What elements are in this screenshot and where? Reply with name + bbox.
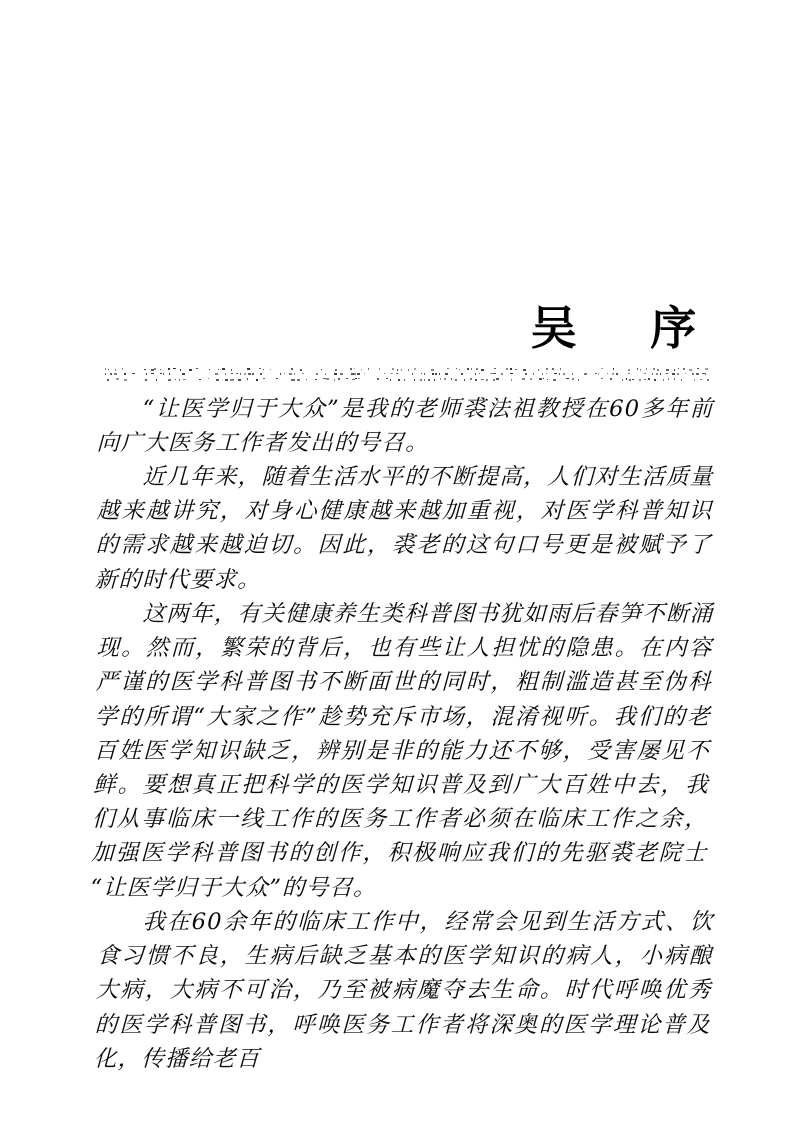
divider-dot xyxy=(523,369,526,371)
divider-dot xyxy=(238,379,241,381)
divider-dot xyxy=(146,373,147,375)
divider-dot xyxy=(300,369,302,371)
divider-dot xyxy=(668,378,669,380)
divider-dot xyxy=(368,368,369,370)
divider-dot xyxy=(493,373,496,374)
divider-dot xyxy=(451,378,452,380)
paragraph: “让医学归于大众”是我的老师裘法祖教授在60多年前向广大医务工作者发出的号召。 xyxy=(96,396,714,457)
divider-dot xyxy=(263,369,264,370)
divider-dot xyxy=(424,373,425,375)
divider-dot xyxy=(494,368,496,369)
divider-dot xyxy=(107,379,109,381)
divider-dot xyxy=(145,379,147,381)
divider-dot xyxy=(325,373,326,375)
divider-dot xyxy=(284,373,285,374)
divider-dot xyxy=(247,378,248,380)
divider-dot xyxy=(626,378,627,380)
divider-dot xyxy=(601,378,603,379)
divider-dot-row xyxy=(98,378,712,381)
divider-dot xyxy=(553,379,556,381)
divider-dot xyxy=(515,369,517,370)
divider-dot xyxy=(105,368,106,370)
divider-dot xyxy=(236,373,238,374)
divider-dot xyxy=(364,373,365,374)
divider-dot xyxy=(334,373,337,375)
divider-dot xyxy=(208,378,209,379)
divider-dot xyxy=(683,368,685,370)
divider-dot xyxy=(154,368,156,370)
divider-dot xyxy=(681,379,682,381)
divider-dot xyxy=(447,368,449,369)
divider-dot xyxy=(707,379,709,381)
divider-dot xyxy=(432,373,434,375)
divider-dot xyxy=(444,378,446,380)
divider-dot xyxy=(276,378,278,379)
divider-dot xyxy=(116,378,119,380)
divider-dot xyxy=(114,373,117,375)
divider-dot xyxy=(180,369,181,371)
divider-dot xyxy=(108,369,109,370)
divider-dot xyxy=(475,379,477,381)
divider-dot xyxy=(612,373,614,375)
divider-dot xyxy=(420,379,422,381)
divider-dot xyxy=(613,368,614,370)
divider-dot xyxy=(179,379,180,381)
divider-dot xyxy=(397,369,398,371)
divider-dot xyxy=(151,373,154,374)
divider-dot xyxy=(479,373,480,374)
divider-dot xyxy=(256,379,258,381)
divider-dot xyxy=(168,368,170,370)
divider-dot xyxy=(289,373,292,375)
divider-dot xyxy=(506,368,508,370)
divider-dot xyxy=(607,373,608,374)
divider-dot xyxy=(231,373,233,374)
divider-dot xyxy=(431,369,434,371)
divider-dot xyxy=(401,369,402,371)
divider-dot xyxy=(421,373,422,374)
divider-dot xyxy=(572,373,573,375)
divider-dot xyxy=(354,373,356,375)
divider-dot xyxy=(252,373,254,375)
divider-dot xyxy=(677,373,679,375)
divider-dot xyxy=(481,369,484,371)
divider-dot xyxy=(554,373,557,374)
divider-dot xyxy=(352,379,355,380)
divider-dot xyxy=(610,378,612,380)
divider-dot xyxy=(459,369,460,370)
divider-dot xyxy=(196,368,198,369)
divider-dot xyxy=(412,373,413,375)
divider-dot xyxy=(543,378,544,379)
divider-dot xyxy=(595,373,597,374)
divider-dot xyxy=(115,369,116,371)
divider-dot xyxy=(493,379,495,381)
divider-dot xyxy=(461,373,463,375)
divider-dot xyxy=(160,373,162,374)
divider-dot xyxy=(616,373,618,375)
divider-dot xyxy=(622,379,623,381)
divider-dot xyxy=(259,368,261,369)
divider-dot xyxy=(455,379,457,381)
divider-dot xyxy=(467,368,469,370)
divider-dot xyxy=(628,369,630,371)
divider-dot xyxy=(546,368,548,370)
divider-dot xyxy=(354,368,355,369)
divider-dot xyxy=(644,379,646,380)
divider-dot xyxy=(358,378,360,379)
divider-dot xyxy=(525,373,527,375)
paragraph: 近几年来，随着生活水平的不断提高，人们对生活质量越来越讲究，对身心健康越来越加重视，对医学科普知识的需求越来越迫切。因此，裘老的这句口号更是被赋予了新的时代要求。 xyxy=(94,464,714,594)
divider-dot xyxy=(216,379,219,381)
page-title-block xyxy=(98,300,712,356)
divider-dot xyxy=(334,379,335,381)
divider-dot xyxy=(637,368,638,370)
divider-dot xyxy=(408,369,409,371)
divider-dot xyxy=(639,379,641,381)
divider-dot xyxy=(124,373,126,375)
divider-dot xyxy=(169,373,170,375)
divider-dot xyxy=(291,368,293,370)
divider-dot xyxy=(652,373,653,375)
divider-dot xyxy=(424,379,425,381)
divider-dot xyxy=(396,373,398,374)
divider-dot xyxy=(340,373,343,375)
divider-dot xyxy=(694,379,695,381)
divider-dot xyxy=(678,368,679,369)
divider-dot xyxy=(640,369,641,371)
divider-dot xyxy=(316,373,318,375)
divider-dot xyxy=(335,369,337,371)
paragraph: 这两年，有关健康养生类科普图书犹如雨后春笋不断涌现。然而，繁荣的背后，也有些让人担忧的隐患。在内容严谨的医学科普图书不断面世的同时，粗制滥造甚至伪科学的所谓“大家之作”趁势充斥市场，混淆视听。我们的老百姓医学知识缺乏，辨别是非的能力还不够，受害屡见不鲜。要想真正把科学的医学知识普及到广大百姓中去，我们从事临床一线工作的医务工作者必须在临床工作之余，加强医学科普图书的创作，积极响应我们的先驱裘老院士“让医学归于大众”的号召。 xyxy=(90,601,714,901)
divider-dot xyxy=(435,373,437,375)
divider-dot xyxy=(584,373,587,375)
divider-dot xyxy=(470,378,472,380)
divider-dot xyxy=(538,369,539,371)
divider-dot xyxy=(338,378,340,380)
divider-dot xyxy=(209,369,210,370)
divider-dot xyxy=(183,379,186,380)
divider-dot xyxy=(547,379,548,380)
divider-dot xyxy=(294,379,295,381)
divider-dot xyxy=(511,379,512,381)
page-title: 吴 序 xyxy=(530,301,710,355)
divider-dot xyxy=(357,373,360,375)
divider-dot xyxy=(572,378,574,380)
divider-dot xyxy=(481,379,484,380)
divider-dot xyxy=(692,373,694,375)
divider-dot xyxy=(510,373,513,374)
divider-dot xyxy=(439,373,440,375)
divider-dot xyxy=(240,373,241,375)
divider-dot xyxy=(648,378,650,380)
divider-dot xyxy=(696,373,699,375)
divider-dot xyxy=(390,373,393,374)
divider-dot xyxy=(110,373,112,375)
divider-dot xyxy=(215,373,218,375)
divider-dot xyxy=(173,368,176,369)
divider-dot xyxy=(657,369,659,371)
divider-dot-row xyxy=(98,373,712,376)
divider-dot xyxy=(414,368,416,370)
divider-dot xyxy=(231,369,232,371)
divider-dot xyxy=(306,379,307,380)
divider-dot xyxy=(175,379,176,380)
divider-dot xyxy=(218,369,219,370)
divider-dot xyxy=(315,379,317,380)
divider-dot xyxy=(244,373,246,375)
divider-dot xyxy=(533,373,534,375)
divider-dot xyxy=(672,373,675,375)
divider-dot xyxy=(456,368,457,369)
divider-dot xyxy=(428,379,430,381)
divider-dot xyxy=(377,378,379,380)
divider-dot xyxy=(280,373,281,375)
divider-dot xyxy=(501,373,503,375)
divider-dot xyxy=(476,368,478,370)
divider-dot xyxy=(156,379,157,381)
divider-dot xyxy=(552,368,554,370)
divider-dot xyxy=(386,378,388,379)
divider-dot xyxy=(705,373,706,375)
divider-dot xyxy=(270,369,271,370)
divider-dot xyxy=(689,369,692,371)
divider-dot xyxy=(656,373,658,375)
divider-dot xyxy=(546,373,547,374)
divider-dot xyxy=(321,369,322,370)
divider-dot xyxy=(124,379,127,381)
divider-dot xyxy=(566,378,569,379)
divider-dot xyxy=(294,373,295,375)
divider-dot xyxy=(464,379,465,381)
divider-dot xyxy=(530,378,532,380)
divider-dot xyxy=(247,368,250,370)
divider-dot xyxy=(496,378,499,380)
divider-dot xyxy=(144,369,146,370)
divider-dot xyxy=(263,378,265,379)
divider-dot xyxy=(445,373,448,375)
divider-dot xyxy=(578,379,579,381)
preface-body xyxy=(90,392,714,1076)
divider-dot xyxy=(629,379,631,381)
divider-dot xyxy=(563,373,565,375)
divider-dot xyxy=(660,373,661,375)
divider-dot xyxy=(510,368,512,370)
divider-dot xyxy=(539,378,542,380)
divider-dot xyxy=(379,368,380,370)
divider-dot xyxy=(601,368,603,369)
paragraph: 我在60余年的临床工作中，经常会见到生活方式、饮食习惯不良，生病后缺乏基本的医学知识的病人，小病酿大病，大病不可治，乃至被病魔夺去生命。时代呼唤优秀的医学科普图书，呼唤医务工作者将深奥的医学理论普及化，传播给老百 xyxy=(93,909,714,1072)
divider-dot xyxy=(674,369,675,371)
divider-dot xyxy=(398,379,400,381)
divider-dot xyxy=(163,373,164,375)
divider-dot xyxy=(189,369,192,371)
divider-dot xyxy=(326,378,329,380)
divider-dot xyxy=(160,369,161,370)
divider-dot xyxy=(105,373,106,375)
divider-dot xyxy=(666,373,668,374)
divider-dot xyxy=(559,373,560,375)
divider-dot xyxy=(350,368,352,370)
divider-dot xyxy=(700,379,702,380)
divider-dot xyxy=(225,379,228,381)
divider-dot xyxy=(434,379,435,381)
divider-dot xyxy=(542,373,543,375)
divider-dot-row xyxy=(98,368,712,371)
divider-dot xyxy=(346,378,348,379)
divider-dot xyxy=(654,379,656,381)
divider-dot xyxy=(361,369,362,370)
divider-dot xyxy=(182,373,185,375)
divider-dot xyxy=(260,373,262,375)
divider-dot xyxy=(560,368,561,370)
divider-dot xyxy=(404,379,405,381)
divider-dot xyxy=(233,379,234,380)
divider-dot xyxy=(646,368,647,370)
divider-dot xyxy=(666,369,669,371)
divider-dot xyxy=(297,379,300,381)
dotted-divider xyxy=(98,368,712,383)
divider-dot xyxy=(248,373,251,375)
divider-dot xyxy=(598,373,599,375)
divider-dot xyxy=(390,379,391,381)
divider-dot xyxy=(522,378,525,380)
divider-dot xyxy=(384,373,385,374)
divider-dot xyxy=(697,368,699,369)
divider-dot xyxy=(414,379,415,381)
divider-dot xyxy=(685,373,686,374)
divider-dot xyxy=(122,368,123,370)
divider-dot xyxy=(628,373,630,374)
divider-dot xyxy=(355,378,357,379)
divider-dot xyxy=(199,379,201,380)
divider-dot xyxy=(663,379,664,381)
divider-dot xyxy=(653,368,655,370)
divider-dot xyxy=(168,379,171,381)
divider-dot xyxy=(225,373,226,375)
divider-dot xyxy=(392,368,394,370)
divider-dot xyxy=(440,378,441,380)
divider-dot xyxy=(222,368,225,370)
divider-dot xyxy=(475,373,476,375)
divider-dot xyxy=(132,373,135,374)
divider-dot xyxy=(632,379,634,380)
divider-dot xyxy=(705,368,708,370)
divider-dot xyxy=(644,373,646,374)
divider-dot xyxy=(486,379,488,381)
divider-dot xyxy=(471,368,472,370)
divider-dot xyxy=(674,378,675,380)
divider-dot xyxy=(302,373,304,374)
